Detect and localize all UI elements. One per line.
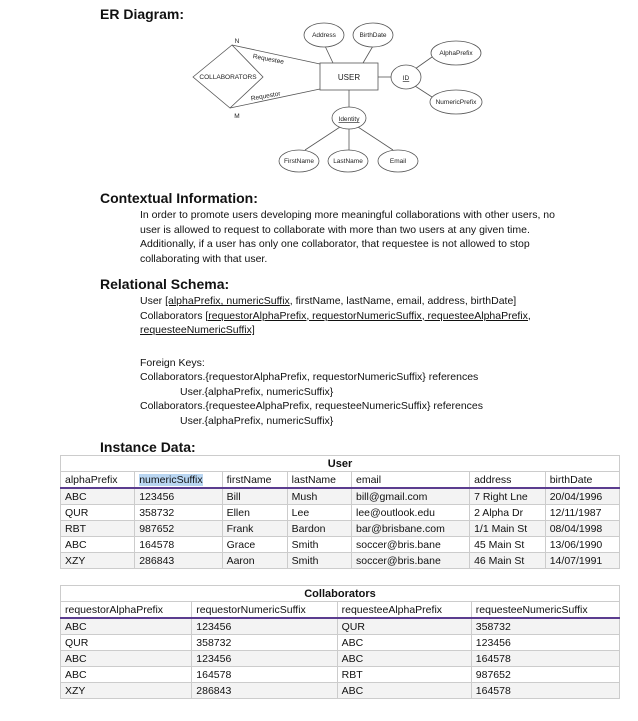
attr-numericprefix: NumericPrefix [435,99,477,106]
role-requestee: Requestee [252,53,285,66]
fk-line: User.{alphaPrefix, numericSuffix} [180,414,334,427]
table-cell: 7 Right Lne [470,488,546,505]
table-cell: 123456 [471,635,619,651]
table-cell: 46 Main St [470,553,546,569]
table-cell: 2 Alpha Dr [470,505,546,521]
table-cell: RBT [337,667,471,683]
er-diagram-heading: ER Diagram: [100,6,185,22]
table-cell: ABC [61,651,192,667]
relationship-collaborators: COLLABORATORS [199,74,257,81]
table-row [61,537,620,553]
primary-key-cont: requesteeNumericSuffix] [140,324,255,336]
table-cell: Mush [287,488,351,505]
table-cell: 164578 [471,683,619,699]
column-header: email [352,472,470,489]
text-line: user is allowed to request to collaborate with more than two users at any given time. [140,223,530,236]
table-cell: 123456 [192,651,337,667]
cardinality-n: N [234,38,240,45]
attr-address: Address [312,32,336,39]
fk-line: Collaborators.{requesteeAlphaPrefix, requesteeNumericSuffix} references [140,400,483,412]
primary-key: [alphaPrefix, numericSuffix [165,295,290,307]
table-row [61,635,620,651]
user-table [60,455,620,569]
table-title: User [61,456,620,472]
column-header: requestorAlphaPrefix [61,602,192,619]
table-cell: lee@outlook.edu [352,505,470,521]
table-cell: QUR [61,635,192,651]
table-cell: XZY [61,683,192,699]
table-cell: 164578 [135,537,222,553]
schema-block [140,294,531,428]
table-cell: QUR [61,505,135,521]
table-cell: 123456 [135,488,222,505]
table-row [61,488,620,505]
selected-text: numericSuffix [139,473,203,486]
user-schema [140,294,531,309]
table-row [61,553,620,569]
column-header [135,472,222,489]
table-cell: Smith [287,537,351,553]
table-row [61,618,620,635]
column-header: lastName [287,472,351,489]
table-cell: 987652 [471,667,619,683]
table-cell: ABC [61,488,135,505]
relation-name: User [140,295,166,307]
attr-alphaprefix: AlphaPrefix [439,50,473,57]
table-row [61,667,620,683]
collaborators-table [60,585,620,699]
column-header: birthDate [545,472,619,489]
attr-firstname: FirstName [284,158,314,165]
role-requestor: Requestor [250,90,282,103]
table-cell: 12/11/1987 [545,505,619,521]
column-header: requestorNumericSuffix [192,602,337,619]
table-cell: ABC [337,651,471,667]
table-cell: bill@gmail.com [352,488,470,505]
column-header: requesteeNumericSuffix [471,602,619,619]
attr-email: Email [389,158,407,165]
table-cell: 45 Main St [470,537,546,553]
cardinality-m: M [234,113,240,120]
column-header: address [470,472,546,489]
table-cell: Aaron [222,553,287,569]
attributes: , firstName, lastName, email, address, birthDate] [289,295,517,307]
table-row [61,521,620,537]
table-cell: 358732 [471,618,619,635]
table-title: Collaborators [61,586,620,602]
table-cell: 286843 [135,553,222,569]
table-row [61,651,620,667]
column-header: requesteeAlphaPrefix [337,602,471,619]
table-cell: 13/06/1990 [545,537,619,553]
table-cell: soccer@bris.bane [352,537,470,553]
table-row [61,683,620,699]
table-cell: ABC [61,667,192,683]
table-cell: XZY [61,553,135,569]
table-cell: QUR [337,618,471,635]
table-cell: 08/04/1998 [545,521,619,537]
table-cell: 286843 [192,683,337,699]
table-cell: 164578 [471,651,619,667]
table-cell: bar@brisbane.com [352,521,470,537]
attr-birthdate: BirthDate [359,32,387,39]
table-cell: Bill [222,488,287,505]
contextual-heading: Contextual Information: [100,190,258,206]
er-diagram [0,0,638,180]
table-cell: Grace [222,537,287,553]
contextual-paragraph [140,208,555,266]
table-cell: Ellen [222,505,287,521]
column-header: firstName [222,472,287,489]
instance-heading: Instance Data: [100,439,196,455]
table-cell: ABC [337,635,471,651]
attr-identity: Identity [338,116,360,123]
table-cell: soccer@bris.bane [352,553,470,569]
foreign-keys-label: Foreign Keys: [140,356,205,369]
table-cell: 1/1 Main St [470,521,546,537]
column-header: alphaPrefix [61,472,135,489]
text-line: In order to promote users developing more meaningful collaborations with other users, no [140,209,555,221]
relation-name: Collaborators [140,309,206,322]
table-cell: ABC [61,618,192,635]
table-cell: Frank [222,521,287,537]
table-cell: 164578 [192,667,337,683]
table-cell: 987652 [135,521,222,537]
table-cell: 358732 [135,505,222,521]
table-row [61,505,620,521]
table-cell: ABC [61,537,135,553]
table-cell: Lee [287,505,351,521]
table-cell: 358732 [192,635,337,651]
table-cell: 14/07/1991 [545,553,619,569]
primary-key: [requestorAlphaPrefix, requestorNumericSuffix, requesteeAlphaPrefix, [205,309,531,322]
text-line: Additionally, if a user has only one collaborator, that requestee is not allowed to stop [140,238,530,250]
attr-lastname: LastName [333,158,363,165]
table-cell: RBT [61,521,135,537]
table-cell: 20/04/1996 [545,488,619,505]
table-cell: ABC [337,683,471,699]
fk-line: User.{alphaPrefix, numericSuffix} [180,385,334,398]
table-cell: Smith [287,553,351,569]
table-cell: Bardon [287,521,351,537]
collab-schema [140,309,531,324]
attr-id: ID [402,75,410,82]
text-line: collaborating with that user. [140,252,268,265]
fk-line: Collaborators.{requestorAlphaPrefix, requestorNumericSuffix} references [140,371,479,383]
schema-heading: Relational Schema: [100,276,230,292]
entity-user: USER [337,73,361,82]
table-cell: 123456 [192,618,337,635]
